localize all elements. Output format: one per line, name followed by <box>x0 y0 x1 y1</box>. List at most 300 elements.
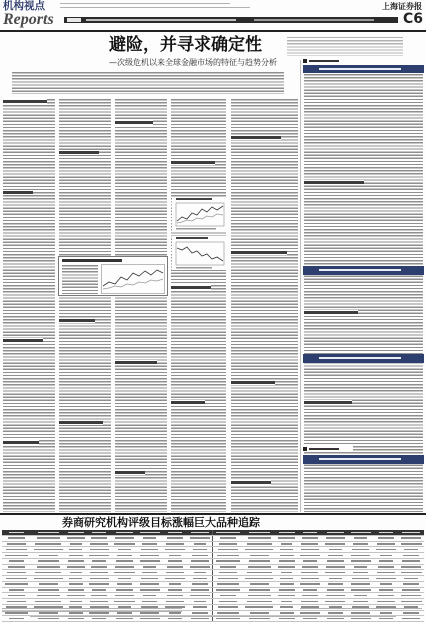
table-notes-text <box>2 608 182 612</box>
table-cell-text <box>279 532 295 534</box>
table-cell-text <box>116 560 133 562</box>
body-text-column-2 <box>59 99 111 512</box>
table-cell-text <box>92 532 106 534</box>
table-source-text <box>300 608 422 610</box>
table-cell-text <box>377 572 395 574</box>
table-cell-text <box>143 537 156 539</box>
table-cell-text <box>166 572 184 574</box>
table-cell-text <box>401 543 422 545</box>
table-cell-text <box>92 618 106 620</box>
newspaper-name: 上海证券报 <box>382 2 422 11</box>
table-cell-text <box>379 618 393 620</box>
table-cell-text <box>115 595 134 597</box>
table-cell-text <box>142 572 157 574</box>
table-cell-text <box>9 560 24 562</box>
table-cell-text <box>5 555 28 557</box>
table-cell-text <box>249 560 270 562</box>
sidebar-article-header <box>303 65 424 73</box>
masthead-rule <box>0 30 426 32</box>
bottom-section-rule <box>0 513 426 515</box>
table-cell-text <box>69 578 82 580</box>
table-cell <box>2 616 32 622</box>
table-cell-text <box>217 555 239 557</box>
table-cell-text <box>90 572 107 574</box>
body-subheading <box>304 400 352 405</box>
table-cell-text <box>35 601 61 603</box>
table-cell-text <box>193 549 207 551</box>
table-cell-text <box>328 583 343 585</box>
table-cell-text <box>301 549 320 551</box>
table-cell-text <box>218 549 238 551</box>
table-cell-text <box>248 595 271 597</box>
table-cell-text <box>70 543 82 545</box>
table-cell-text <box>117 555 132 557</box>
table-cell-text <box>303 532 316 534</box>
table-cell-text <box>68 589 84 591</box>
body-subheading <box>3 440 39 445</box>
table-cell-text <box>351 560 371 562</box>
table-cell-text <box>247 543 273 545</box>
masthead-band-text <box>86 19 236 21</box>
table-cell-text <box>67 537 85 539</box>
table-cell-text <box>281 601 292 603</box>
sidebar-section-label-text <box>309 60 339 62</box>
table-cell-text <box>116 618 133 620</box>
table-cell-text <box>69 612 84 614</box>
table-cell-text <box>8 566 25 568</box>
table-cell-text <box>353 543 368 545</box>
table-cell-text <box>219 572 237 574</box>
sidebar-article-header <box>303 266 424 275</box>
table-cell-text <box>327 560 344 562</box>
table-cell-text <box>401 537 421 539</box>
table-cell-text <box>301 601 318 603</box>
table-cell-text <box>249 618 270 620</box>
table-cell-text <box>402 560 420 562</box>
table-cell-text <box>245 549 273 551</box>
sidebar-section-label-text <box>309 448 339 450</box>
table-cell-text <box>401 566 421 568</box>
table-cell-text <box>354 566 367 568</box>
section-name: 机构视点 <box>3 0 45 12</box>
table-cell-text <box>220 537 236 539</box>
table-cell-text <box>380 555 393 557</box>
body-subheading <box>59 318 95 323</box>
table-cell-text <box>89 612 110 614</box>
table-cell-text <box>301 572 318 574</box>
table-cell-text <box>37 566 61 568</box>
table-cell-text <box>280 606 293 608</box>
article-subheadline: —次级危机以来全球金融市场的特征与趋势分析 <box>109 58 277 67</box>
table-cell-text <box>247 601 273 603</box>
table-cell-text <box>249 589 270 591</box>
table-cell-text <box>354 537 367 539</box>
table-cell-text <box>165 549 185 551</box>
table-cell-text <box>8 537 25 539</box>
table-cell-text <box>328 612 343 614</box>
table-cell-text <box>34 549 62 551</box>
table-cell-text <box>192 612 208 614</box>
table-cell-text <box>301 578 320 580</box>
table-cell-text <box>303 618 316 620</box>
section-name-en: Reports <box>3 11 54 28</box>
table-cell-text <box>301 543 318 545</box>
table-cell-text <box>245 578 273 580</box>
sidebar-section-label <box>303 58 353 64</box>
table-cell-text <box>401 572 422 574</box>
body-subheading <box>3 190 33 195</box>
table-cell-text <box>353 601 368 603</box>
table-cell-text <box>379 560 393 562</box>
body-subheading <box>231 480 271 485</box>
table-cell-text <box>92 589 106 591</box>
table-cell-text <box>216 560 240 562</box>
masthead-band-text <box>254 19 374 21</box>
table-cell-text <box>37 537 61 539</box>
table-cell-text <box>402 618 420 620</box>
table-cell-text <box>278 566 295 568</box>
table-cell-text <box>247 572 273 574</box>
table-cell-text <box>89 583 110 585</box>
table-cell-text <box>117 612 132 614</box>
dateline-text <box>60 7 250 10</box>
body-subheading <box>231 380 275 385</box>
table-cell-text <box>303 560 316 562</box>
article-headline: 避险，并寻求确定性 <box>109 35 262 55</box>
table-cell-text <box>166 543 184 545</box>
page-number: C6 <box>403 11 424 27</box>
table-cell-text <box>191 618 209 620</box>
table-cell-text <box>281 572 292 574</box>
column-divider <box>300 60 301 512</box>
article-blurb-text <box>287 37 403 56</box>
table-cell-text <box>143 566 156 568</box>
table-cell-text <box>91 566 106 568</box>
body-subheading <box>171 160 215 165</box>
table-cell-text <box>90 601 107 603</box>
body-subheading <box>59 150 99 155</box>
table-cell-text <box>168 560 183 562</box>
table-cell-text <box>191 532 209 534</box>
table-cell-text <box>278 537 295 539</box>
table-cell-text <box>403 583 419 585</box>
table-cell-text <box>378 537 394 539</box>
table-cell-text <box>377 601 395 603</box>
table-cell-text <box>8 595 25 597</box>
newspaper-logo-icon <box>67 18 81 22</box>
table-cell-text <box>6 549 27 551</box>
table-cell-text <box>6 578 27 580</box>
table-cell-text <box>351 589 371 591</box>
table-cell-text <box>250 555 269 557</box>
table-cell-text <box>194 572 206 574</box>
table-cell-text <box>403 612 419 614</box>
table-cell-text <box>326 566 344 568</box>
table-cell-text <box>70 572 82 574</box>
body-subheading <box>115 360 157 365</box>
table-cell-text <box>38 618 59 620</box>
table-cell-text <box>9 618 24 620</box>
table-cell-text <box>190 595 209 597</box>
table-cell-text <box>280 555 294 557</box>
masthead-band <box>64 17 398 23</box>
table-cell-text <box>280 549 293 551</box>
table-cell-text <box>325 543 345 545</box>
table-cell-text <box>378 566 394 568</box>
table-cell-text <box>280 578 293 580</box>
table-cell-text <box>216 589 240 591</box>
table-cell-text <box>116 589 133 591</box>
figure-title-bar <box>176 198 212 200</box>
table-cell-text <box>70 601 82 603</box>
table-cell-text <box>216 618 240 620</box>
table-cell-text <box>67 566 85 568</box>
table-cell-text <box>351 583 369 585</box>
table-cell-text <box>140 618 160 620</box>
body-subheading <box>3 99 47 104</box>
table-cell-text <box>169 583 182 585</box>
table-cell-text <box>218 606 238 608</box>
figure-chart-2 <box>172 236 226 270</box>
table-cell-text <box>140 589 160 591</box>
article-intro-text <box>12 72 284 94</box>
table-cell-text <box>165 578 185 580</box>
table-cell-text <box>379 532 393 534</box>
table-cell-text <box>89 555 110 557</box>
table-cell-text <box>118 578 131 580</box>
table-cell-text <box>404 578 418 580</box>
table-cell-text <box>216 532 240 534</box>
table-cell-text <box>115 566 134 568</box>
table-cell-text <box>114 572 135 574</box>
table-cell-text <box>142 601 157 603</box>
table-cell-text <box>217 583 239 585</box>
table-cell-text <box>278 595 295 597</box>
table-cell-text <box>280 583 294 585</box>
table-cell-text <box>351 612 369 614</box>
table-cell-text <box>7 601 26 603</box>
table-cell-text <box>281 543 292 545</box>
table-cell-text <box>166 601 184 603</box>
table-cell-text <box>302 595 317 597</box>
table-cell-text <box>402 532 420 534</box>
table-cell-text <box>168 589 183 591</box>
table-cell-text <box>404 549 418 551</box>
table-cell-text <box>401 601 422 603</box>
table-cell-text <box>35 572 61 574</box>
table-cell-text <box>35 543 61 545</box>
table-cell-text <box>38 532 59 534</box>
table-cell-text <box>380 583 393 585</box>
table-cell-text <box>69 549 82 551</box>
table-cell-text <box>249 532 270 534</box>
table-cell-text <box>7 543 26 545</box>
body-subheading <box>231 135 281 140</box>
table-cell-text <box>7 572 26 574</box>
table-cell-text <box>67 595 85 597</box>
table-cell-text <box>300 583 321 585</box>
table-cell-text <box>5 612 28 614</box>
figure-chart-1 <box>172 197 226 231</box>
table-cell-text <box>327 532 344 534</box>
table-cell-text <box>34 578 62 580</box>
table-cell-text <box>279 560 295 562</box>
table-cell-text <box>167 537 183 539</box>
body-text-column-1 <box>3 99 55 512</box>
table-cell-text <box>329 578 342 580</box>
table-cell-text <box>329 549 342 551</box>
table-cell-text <box>302 566 317 568</box>
table-cell-text <box>379 589 393 591</box>
square-bullet-icon <box>303 59 307 63</box>
table-cell-text <box>140 532 160 534</box>
table-cell-text <box>141 578 158 580</box>
table-cell-text <box>39 612 58 614</box>
table-cell-text <box>248 537 271 539</box>
table-cell-text <box>37 595 61 597</box>
table-cell-text <box>218 578 238 580</box>
table-cell-text <box>90 578 109 580</box>
figure-caption-bar <box>176 228 216 230</box>
figure-frame <box>102 265 165 294</box>
table-cell-text <box>194 601 206 603</box>
table-cell-text <box>220 595 236 597</box>
table-cell-text <box>140 612 158 614</box>
table-cell-text <box>140 560 160 562</box>
table-cell-text <box>68 618 84 620</box>
body-subheading <box>171 400 205 405</box>
table-cell-text <box>114 543 135 545</box>
table-cell-text <box>326 537 344 539</box>
table-cell-text <box>354 595 367 597</box>
table-cell-text <box>403 555 419 557</box>
table-cell-text <box>114 601 135 603</box>
table-cell-text <box>39 555 58 557</box>
table-cell-text <box>169 612 182 614</box>
table-cell-text <box>326 595 344 597</box>
table-cell-text <box>9 532 24 534</box>
table-cell-text <box>191 560 209 562</box>
figure-title-bar <box>176 237 208 239</box>
table-cell-text <box>140 555 158 557</box>
sidebar-section-label <box>303 446 353 452</box>
table-cell-text <box>380 612 393 614</box>
table-cell-text <box>250 612 269 614</box>
sidebar-article-header <box>303 455 424 464</box>
table-cell-text <box>300 612 321 614</box>
table-cell-text <box>115 537 134 539</box>
table-cell-text <box>142 543 157 545</box>
table-cell-text <box>5 583 28 585</box>
table-cell-text <box>167 595 183 597</box>
table-cell-text <box>69 583 84 585</box>
boxed-sidebar-item <box>58 256 168 296</box>
body-subheading <box>115 470 145 475</box>
table-cell-text <box>168 618 183 620</box>
table-cell-text <box>378 595 394 597</box>
table-cell-text <box>279 618 295 620</box>
table-cell-text <box>193 606 207 608</box>
boxed-item-text <box>62 265 98 294</box>
body-text-column-5 <box>231 99 298 512</box>
body-subheading <box>171 285 211 290</box>
table-cell-text <box>302 537 317 539</box>
table-cell-text <box>193 578 207 580</box>
bottom-table-title: 券商研究机构评级目标涨幅巨大品种追踪 <box>62 516 260 529</box>
table-cell-text <box>325 572 345 574</box>
table-cell-text <box>141 549 158 551</box>
table-cell-text <box>377 543 395 545</box>
table-cell-text <box>219 601 237 603</box>
table-cell-text <box>401 595 421 597</box>
table-cell-text <box>140 583 158 585</box>
table-cell-text <box>143 595 156 597</box>
table-cell-text <box>376 578 396 580</box>
table-cell-text <box>116 532 133 534</box>
page-footer-text <box>30 616 396 618</box>
table-cell-text <box>327 589 344 591</box>
table-cell-text <box>328 555 343 557</box>
table-cell-text <box>192 583 208 585</box>
table-cell-text <box>352 549 368 551</box>
table-cell-text <box>219 543 237 545</box>
table-cell-text <box>353 572 368 574</box>
table-cell-text <box>280 612 294 614</box>
table-cell-text <box>167 566 183 568</box>
table-cell-text <box>38 560 59 562</box>
table-cell-text <box>325 601 345 603</box>
table-cell-text <box>351 532 371 534</box>
table-cell-text <box>90 549 109 551</box>
table-cell-text <box>91 595 106 597</box>
body-subheading <box>3 338 43 343</box>
table-cell-text <box>91 537 106 539</box>
table-cell-text <box>194 543 206 545</box>
table-cell-text <box>39 583 58 585</box>
table-cell-text <box>90 543 107 545</box>
body-subheading <box>115 120 153 125</box>
sidebar-article-header <box>303 354 424 363</box>
square-bullet-icon <box>303 447 307 451</box>
table-cell-text <box>9 589 24 591</box>
table-cell-text <box>300 555 321 557</box>
body-subheading <box>304 180 364 185</box>
table-cell-text <box>118 549 131 551</box>
table-cell-text <box>38 589 59 591</box>
table-cell-text <box>248 566 271 568</box>
dateline-text <box>60 3 230 6</box>
table-cell-text <box>68 560 84 562</box>
figure-caption-bar <box>176 267 212 269</box>
table-cell-text <box>169 555 182 557</box>
table-cell-text <box>92 560 106 562</box>
table-cell-text <box>303 589 316 591</box>
figure-chart-3 <box>101 264 165 294</box>
table-cell-text <box>402 589 420 591</box>
table-cell-text <box>190 566 209 568</box>
table-cell-text <box>68 532 84 534</box>
table-cell-text <box>351 555 369 557</box>
table-cell-text <box>117 583 132 585</box>
table-cell-text <box>217 612 239 614</box>
table-cell-text <box>192 555 208 557</box>
table-cell <box>399 616 424 622</box>
table-cell-text <box>220 566 236 568</box>
table-cell-text <box>245 606 273 608</box>
body-subheading <box>304 310 358 315</box>
table-cell-text <box>279 589 295 591</box>
table-cell-text <box>191 589 209 591</box>
